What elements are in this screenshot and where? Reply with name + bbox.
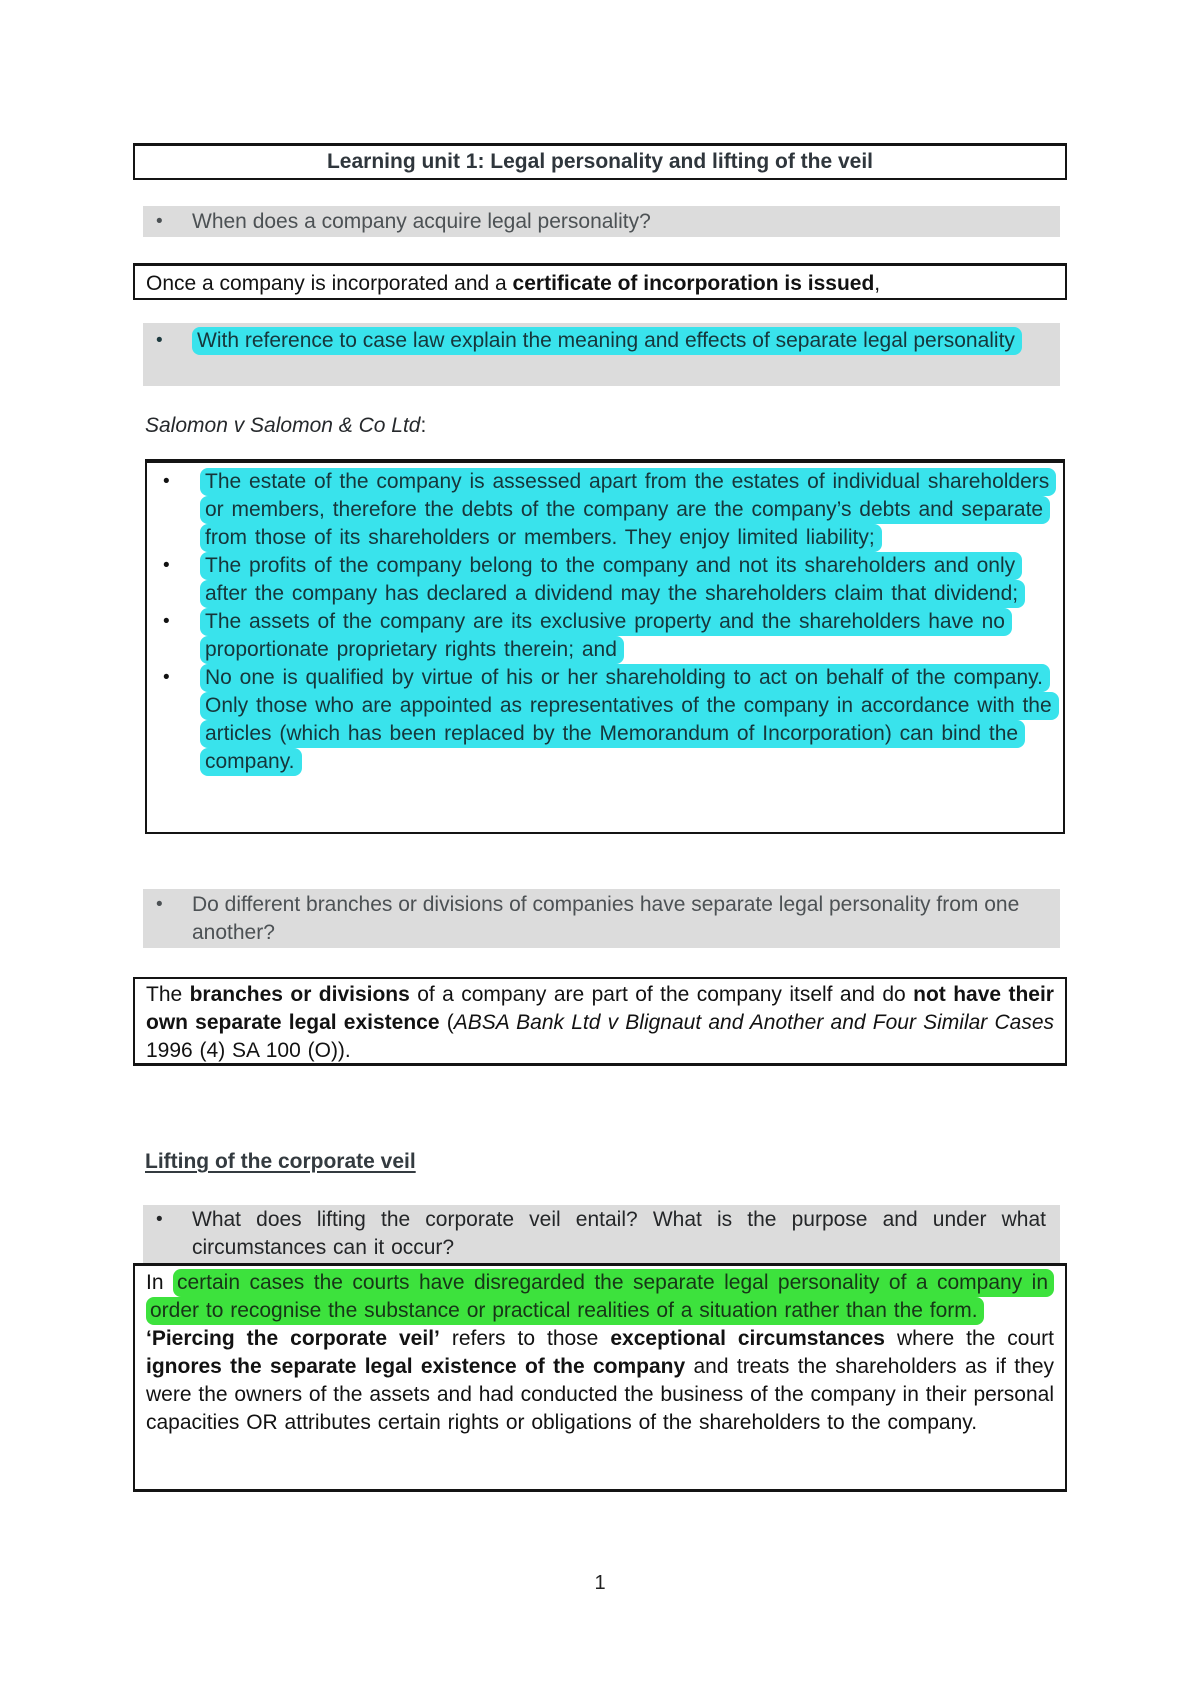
bullet-icon: •	[156, 1209, 163, 1230]
question-1-text: When does a company acquire legal personality?	[192, 210, 651, 233]
question-4-text: What does lifting the corporate veil entail? What is the purpose and under what circumstances can it occur?	[192, 1208, 1046, 1259]
case-name-line: Salomon v Salomon & Co Ltd:	[145, 414, 427, 437]
bullet-icon: •	[163, 471, 170, 492]
bullet-icon: •	[163, 611, 170, 632]
question-row-legal-personality	[143, 206, 1060, 237]
salomon-point-1: The estate of the company is assessed apart from the estates of individual shareholders or members, therefore the debts of the company are the company’s debts and separate from those of its shareholders or members. They enjoy limited liability;	[200, 468, 1063, 552]
bullet-icon: •	[163, 667, 170, 688]
bullet-icon: •	[156, 211, 163, 232]
title-box	[133, 143, 1067, 180]
page-number: 1	[594, 1572, 606, 1594]
answer-box-branches	[133, 977, 1067, 1066]
section-heading: Lifting of the corporate veil	[145, 1150, 416, 1173]
list-item	[147, 664, 1063, 776]
page-title: Learning unit 1: Legal personality and lifting of the veil	[326, 150, 874, 173]
answer-1-text: Once a company is incorporated and a certificate of incorporation is issued,	[146, 272, 881, 295]
question-2-text: With reference to case law explain the meaning and effects of separate legal personality	[192, 327, 1060, 355]
question-3-text: Do different branches or divisions of companies have separate legal personality from one another?	[192, 893, 1020, 944]
bullet-icon: •	[156, 894, 163, 915]
question-row-branches	[143, 889, 1060, 948]
list-item	[147, 552, 1063, 608]
answer-3-paragraph-1: In certain cases the courts have disregarded the separate legal personality of a company in order to recognise the substance or practical realities of a situation rather than the form.	[146, 1269, 1054, 1325]
salomon-point-2: The profits of the company belong to the company and not its shareholders and only after the company has declared a dividend may the shareholders claim that dividend;	[200, 552, 1063, 608]
question-row-case-law	[143, 323, 1060, 386]
answer-box-incorporation	[133, 263, 1067, 300]
answer-2-text: The branches or divisions of a company are part of the company itself and do not have their own separate legal existence (ABSA Bank Ltd v Blignaut and Another and Four Similar Cases 1996 (4) SA 100 (O)).	[146, 983, 1055, 1062]
list-item	[147, 608, 1063, 664]
salomon-point-3: The assets of the company are its exclusive property and the shareholders have no proportionate proprietary rights therein; and	[200, 608, 1063, 664]
bullet-icon: •	[156, 330, 163, 351]
bullet-icon: •	[163, 555, 170, 576]
answer-box-veil	[133, 1263, 1067, 1492]
answer-3-paragraph-2: ‘Piercing the corporate veil’ refers to those exceptional circumstances where the court ignores the separate legal existence of the company and treats the shareholders as if they were the owners of the assets and had conducted the business of the company in their personal capacities OR attributes certain rights or obligations of the shareholders to the company.	[146, 1327, 1054, 1434]
question-row-veil	[143, 1205, 1060, 1263]
salomon-point-4: No one is qualified by virtue of his or her shareholding to act on behalf of the company. Only those who are appointed as representatives of the company in accordance with the articles (which has been replaced by the Memorandum of Incorporation) can bind the company.	[200, 664, 1063, 776]
salomon-points-box	[145, 459, 1065, 834]
list-item	[147, 468, 1063, 552]
